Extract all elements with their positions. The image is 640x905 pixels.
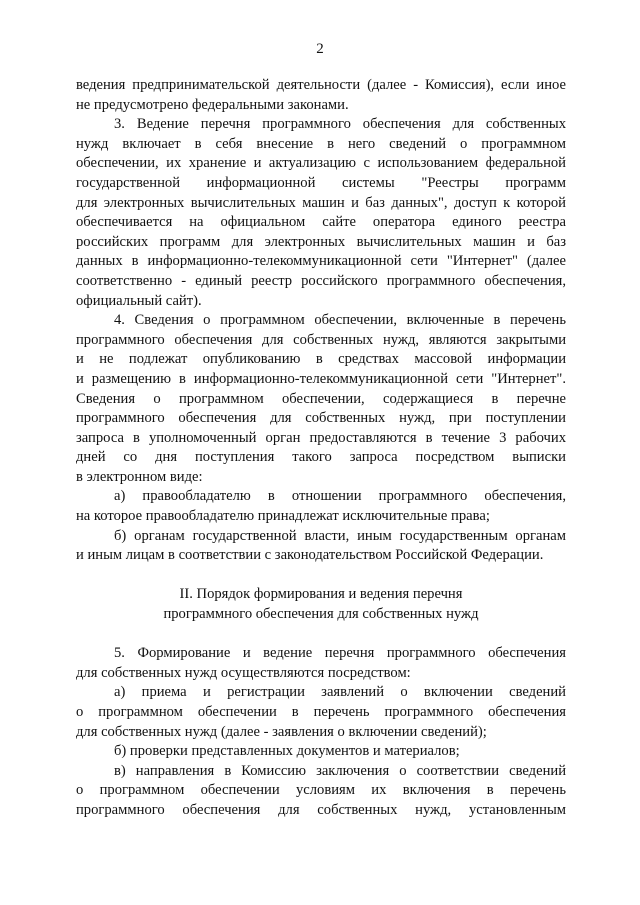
section-heading-line: II. Порядок формирования и ведения перечня (179, 586, 463, 603)
paragraph-line: запроса в уполномоченный орган предоставляются в течение 3 рабочих (76, 429, 566, 446)
paragraph-line: Сведения о программном обеспечении, содержащиеся в перечне (76, 390, 566, 407)
paragraph-line: программного обеспечения для собственных нужд, при поступлении (76, 410, 566, 427)
paragraph-line: а) правообладателю в отношении программного обеспечения, (114, 488, 566, 505)
paragraph-line: для электронных вычислительных машин и баз данных", доступ к которой (76, 194, 566, 211)
paragraph-line: а) приема и регистрации заявлений о включении сведений (114, 684, 566, 701)
paragraph-line: обеспечении, их хранение и актуализацию с использованием федеральной (76, 155, 566, 172)
paragraph-line: в электронном виде: (76, 468, 203, 485)
blank-line (76, 566, 566, 586)
paragraph-line: программного обеспечения для собственных нужд, установленным (76, 801, 566, 818)
paragraph-line: б) проверки представленных документов и материалов; (114, 743, 460, 760)
paragraph-line: о программном обеспечении условиям их включения в перечень (76, 782, 566, 799)
paragraph-line: дней со дня поступления такого запроса посредством выписки (76, 449, 566, 466)
paragraph-line: и иным лицам в соответствии с законодательством Российской Федерации. (76, 547, 544, 564)
paragraph-line: 4. Сведения о программном обеспечении, включенные в перечень (114, 312, 566, 329)
paragraph-line: на которое правообладателю принадлежат исключительные права; (76, 508, 490, 525)
document-body (76, 76, 566, 821)
paragraph-line: б) органам государственной власти, иным государственным органам (114, 527, 566, 544)
paragraph-line: нужд включает в себя внесение в него сведений о программном (76, 135, 566, 152)
paragraph-line: соответственно - единый реестр российского программного обеспечения, (76, 272, 566, 289)
paragraph-line: программного обеспечения для собственных нужд, являются закрытыми (76, 331, 566, 348)
paragraph-line: не предусмотрено федеральными законами. (76, 96, 349, 113)
paragraph-line: для собственных нужд осуществляются посредством: (76, 664, 411, 681)
paragraph-line: российских программ для электронных вычислительных машин и баз (76, 233, 566, 250)
paragraph-line: 5. Формирование и ведение перечня программного обеспечения (114, 645, 566, 662)
paragraph-line: обеспечивается на официальном сайте оператора единого реестра (76, 214, 566, 231)
paragraph-line: ведения предпринимательской деятельности (далее - Комиссия), если иное (76, 77, 566, 93)
paragraph-line: официальный сайт). (76, 292, 202, 309)
paragraph-line: и размещению в информационно-телекоммуникационной сети "Интернет". (76, 370, 566, 387)
paragraph-line: данных в информационно-телекоммуникационной сети "Интернет" (далее (76, 253, 566, 270)
paragraph-line: и не подлежат опубликованию в средствах массовой информации (76, 351, 566, 368)
paragraph-line: государственной информационной системы "Реестры программ (76, 174, 566, 191)
page-number: 2 (316, 41, 324, 57)
paragraph-line: о программном обеспечении в перечень программного обеспечения (76, 704, 566, 720)
paragraph-line: 3. Ведение перечня программного обеспечения для собственных (114, 116, 566, 133)
paragraph-line: для собственных нужд (далее - заявления о включении сведений); (76, 723, 487, 740)
blank-line (76, 625, 566, 645)
section-heading-line: программного обеспечения для собственных нужд (163, 606, 479, 623)
paragraph-line: в) направления в Комиссию заключения о соответствии сведений (114, 762, 566, 779)
